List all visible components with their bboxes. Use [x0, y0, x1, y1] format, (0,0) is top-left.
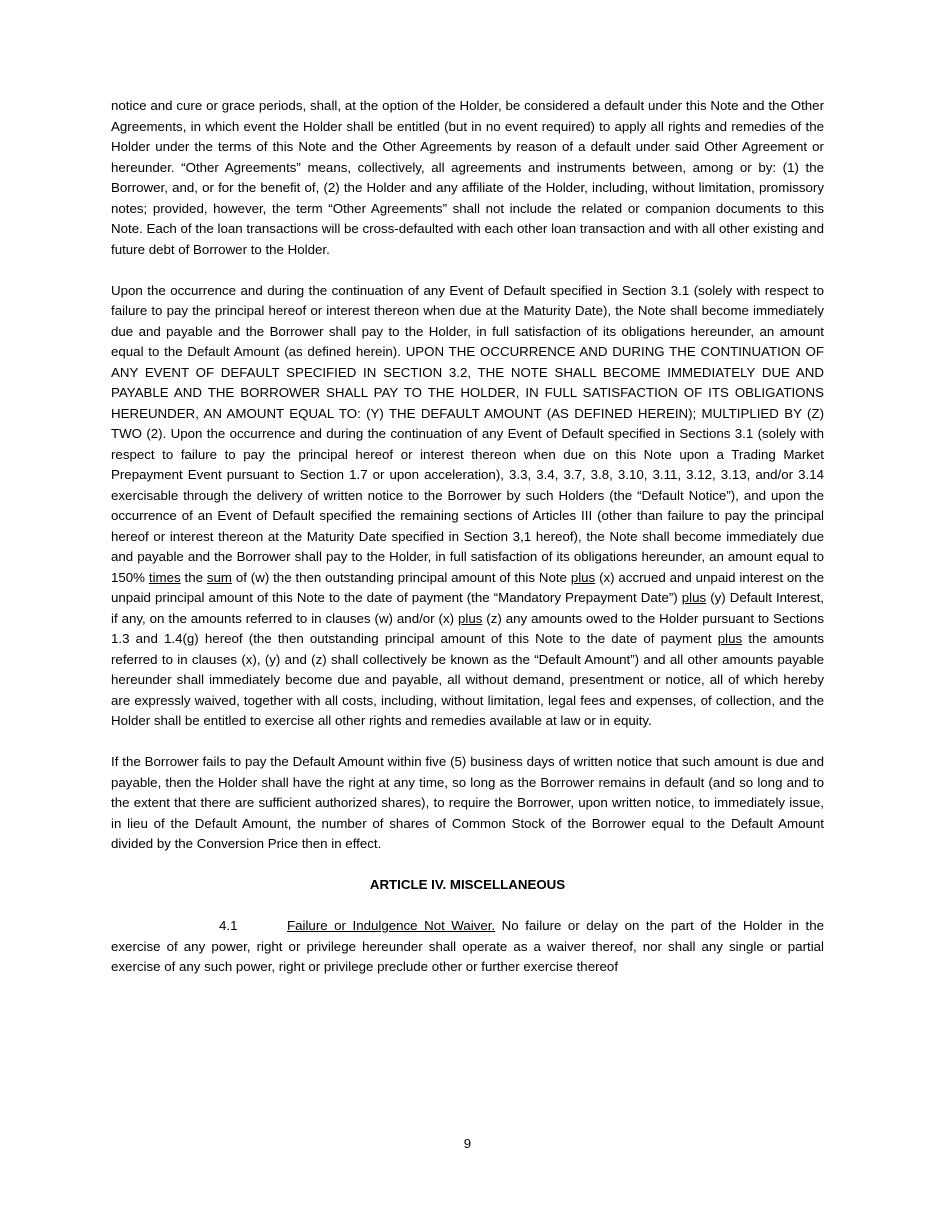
- article-heading: ARTICLE IV. MISCELLANEOUS: [369, 877, 566, 892]
- paragraph-segment: (y) Default Interest, if any, on the amounts referred to in clauses (w) and/or (x): [111, 590, 824, 626]
- section-number: 4.1: [219, 918, 238, 933]
- emphasis-sum: sum: [206, 569, 232, 585]
- paragraph-spacer: [111, 260, 824, 281]
- page-number: 9: [463, 1136, 472, 1151]
- paragraph-spacer: [111, 732, 824, 753]
- section-4-1: [111, 916, 824, 978]
- emphasis-plus-3: plus: [457, 610, 483, 626]
- paragraph-segment: the: [180, 569, 207, 585]
- paragraph-spacer: [111, 855, 824, 876]
- section-text: No failure or delay on the part of the Holder in the exercise of any power, right or privilege hereunder shall operate as a waiver thereof, nor shall any single or partial exercise of any such power, right or privilege preclude other or further exercise thereof: [111, 918, 825, 974]
- paragraph-default-cross-default: notice and cure or grace periods, shall, at the option of the Holder, be considered a default under this Note and the Other Agreements, in which event the Holder shall be entitled (but in no event required) to apply all rights and remedies of the Holder under the terms of this Note and the Other Agreements by reason of a default under said Other Agreement or hereunder. “Other Agreements” means, collectively, all agreements and instruments between, among or by: (1) the Borrower, and, or for the benefit of, (2) the Holder and any affiliate of the Holder, including, without limitation, promissory notes; provided, however, the term “Other Agreements” shall not include the related or companion documents to this Note. Each of the loan transactions will be cross-defaulted with each other loan transaction and with all other existing and future debt of Borrower to the Holder.: [111, 98, 824, 257]
- paragraph-segment: Upon the occurrence and during the continuation of any Event of Default specified in Section 3.1 (solely with respect to failure to pay the principal hereof or interest thereon when due at the Maturity Date), the Note shall become immediately due and payable and the Borrower shall pay to the Holder, in full satisfaction of its obligations hereunder, an amount equal to the Default Amount (as defined herein).: [111, 282, 824, 359]
- emphasis-plus-2: plus: [681, 590, 707, 605]
- paragraph-segment: (x) accrued and unpaid interest on the unpaid principal amount of this Note to the date of payment (the “Mandatory Prepayment Date”): [111, 569, 825, 605]
- paragraph-spacer: [111, 896, 824, 917]
- paragraph-segment: of (w) the then outstanding principal amount of this Note: [231, 569, 571, 585]
- emphasis-plus-4: plus: [717, 631, 743, 646]
- emphasis-times: times: [148, 569, 181, 585]
- paragraph-segment: Upon the occurrence and during the continuation of any Event of Default specified in Sections 3.1 (solely with respect to failure to pay the principal hereof or interest thereon when due on this Note upon a Trading Market Prepayment Event pursuant to Section 1.7 or upon acceleration), 3.3, 3.4, 3.7, 3.8, 3.10, 3.11, 3.12, 3.13, and/or 3.14 exercisable through the delivery of written notice to the Borrower by such Holders (the “Default Notice”), and upon the occurrence of an Event of Default specified the remaining sections of Articles III (other than failure to pay the principal hereof or interest thereon at the Maturity Date specified in Section 3,1 hereof), the Note shall become immediately due and payable and the Borrower shall pay to the Holder, in full satisfaction of its obligations hereunder, an amount equal to 150%: [111, 426, 825, 585]
- paragraph-failure-to-pay: If the Borrower fails to pay the Default Amount within five (5) business days of written notice that such amount is due and payable, then the Holder shall have the right at any time, so long as the Borrower remains in default (and so long and to the extent that there are sufficient authorized shares), to require the Borrower, upon written notice, to immediately issue, in lieu of the Default Amount, the number of shares of Common Stock of the Borrower equal to the Default Amount divided by the Conversion Price then in effect.: [111, 754, 824, 851]
- section-indent: [111, 916, 219, 937]
- document-body: [111, 96, 824, 978]
- paragraph-segment: the amounts referred to in clauses (x), (y) and (z) shall collectively be known as the “Default Amount”) and all other amounts payable hereunder shall immediately become due and payable, all without demand, presentment or notice, all of which hereby are expressly waived, together with all costs, including, without limitation, legal fees and expenses, of collection, and the Holder shall be entitled to exercise all other rights and remedies available at law or in equity.: [111, 631, 825, 728]
- paragraph-segment-caps: UPON THE OCCURRENCE AND DURING THE CONTINUATION OF ANY EVENT OF DEFAULT SPECIFIED IN SECTION 3.2, THE NOTE SHALL BECOME IMMEDIATELY DUE AND PAYABLE AND THE BORROWER SHALL PAY TO THE HOLDER, IN FULL SATISFACTION OF ITS OBLIGATIONS HEREUNDER, AN AMOUNT EQUAL TO: (Y) THE DEFAULT AMOUNT (AS DEFINED HEREIN); MULTIPLIED BY (Z) TWO (2).: [111, 344, 824, 441]
- section-title: Failure or Indulgence Not Waiver.: [287, 918, 496, 933]
- emphasis-plus-1: plus: [570, 569, 596, 585]
- paragraph-segment: (z) any amounts owed to the Holder pursuant to Sections 1.3 and 1.4(g) hereof (the then outstanding principal amount of this Note to the date of payment: [111, 610, 824, 646]
- paragraph-event-of-default: [111, 281, 824, 732]
